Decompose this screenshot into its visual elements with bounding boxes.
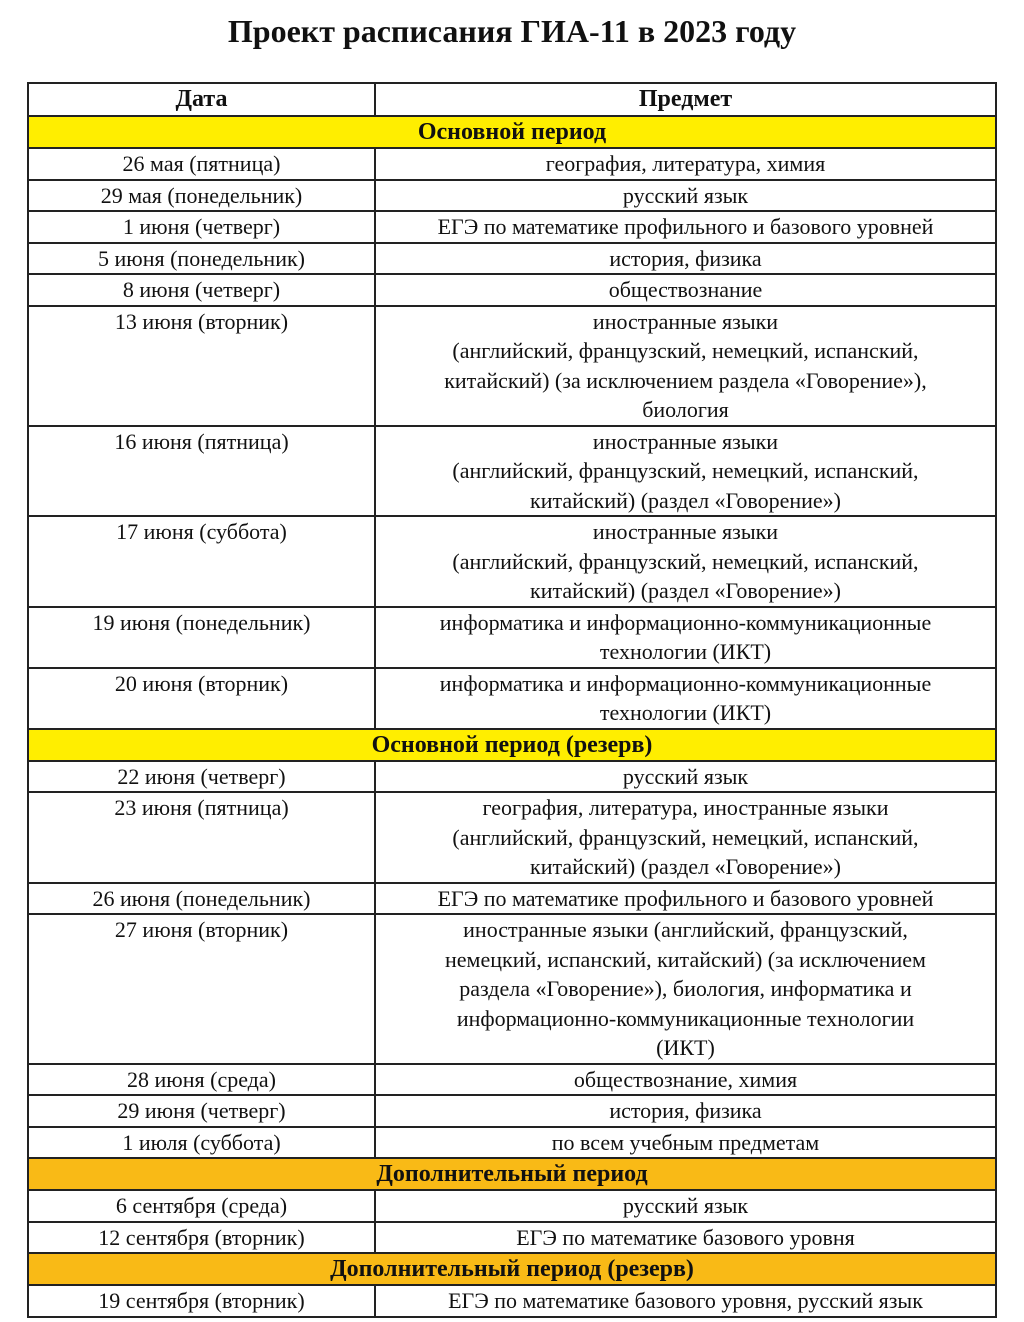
date-cell: 22 июня (четверг) <box>28 761 375 793</box>
date-cell: 16 июня (пятница) <box>28 426 375 517</box>
date-cell: 29 июня (четверг) <box>28 1095 375 1127</box>
date-cell: 29 мая (понедельник) <box>28 180 375 212</box>
section-heading: Основной период <box>28 116 996 148</box>
date-cell: 13 июня (вторник) <box>28 306 375 426</box>
table-header-row <box>28 83 996 116</box>
subject-cell: история, физика <box>375 1095 996 1127</box>
schedule-table <box>27 82 997 1318</box>
table-row <box>28 1127 996 1159</box>
section-heading-row <box>28 116 996 148</box>
subject-cell: география, литература, химия <box>375 148 996 180</box>
subject-cell: ЕГЭ по математике базового уровня, русский язык <box>375 1285 996 1317</box>
section-heading-row <box>28 729 996 761</box>
date-cell: 17 июня (суббота) <box>28 516 375 607</box>
subject-cell: география, литература, иностранные языки (английский, французский, немецкий, испанский, китайский) (раздел «Говорение») <box>375 792 996 883</box>
table-row <box>28 243 996 275</box>
table-row <box>28 792 996 883</box>
subject-cell: русский язык <box>375 761 996 793</box>
section-heading-row <box>28 1158 996 1190</box>
subject-cell: по всем учебным предметам <box>375 1127 996 1159</box>
subject-cell: иностранные языки (английский, французский, немецкий, испанский, китайский) (раздел «Говорение») <box>375 516 996 607</box>
date-cell: 5 июня (понедельник) <box>28 243 375 275</box>
table-row <box>28 668 996 729</box>
section-heading-row <box>28 1253 996 1285</box>
table-row <box>28 148 996 180</box>
subject-cell: обществознание, химия <box>375 1064 996 1096</box>
table-row <box>28 607 996 668</box>
section-heading: Основной период (резерв) <box>28 729 996 761</box>
table-row <box>28 426 996 517</box>
table-row <box>28 1222 996 1254</box>
table-row <box>28 761 996 793</box>
date-cell: 1 июня (четверг) <box>28 211 375 243</box>
subject-cell: обществознание <box>375 274 996 306</box>
subject-cell: иностранные языки (английский, французский, немецкий, испанский, китайский) (за исключением раздела «Говорение»), биология <box>375 306 996 426</box>
date-cell: 1 июля (суббота) <box>28 1127 375 1159</box>
table-row <box>28 211 996 243</box>
table-row <box>28 274 996 306</box>
subject-column-header: Предмет <box>375 83 996 116</box>
subject-cell: иностранные языки (английский, французский, немецкий, испанский, китайский) (за исключением раздела «Говорение»), биология, информатика и информационно-коммуникационные технологии (ИКТ) <box>375 914 996 1064</box>
date-cell: 19 сентября (вторник) <box>28 1285 375 1317</box>
subject-cell: русский язык <box>375 1190 996 1222</box>
date-cell: 23 июня (пятница) <box>28 792 375 883</box>
date-cell: 26 июня (понедельник) <box>28 883 375 915</box>
document-title: Проект расписания ГИА-11 в 2023 году <box>227 13 797 49</box>
subject-cell: информатика и информационно-коммуникационные технологии (ИКТ) <box>375 668 996 729</box>
table-row <box>28 306 996 426</box>
date-cell: 27 июня (вторник) <box>28 914 375 1064</box>
date-column-header: Дата <box>28 83 375 116</box>
table-row <box>28 180 996 212</box>
date-cell: 12 сентября (вторник) <box>28 1222 375 1254</box>
subject-cell: ЕГЭ по математике базового уровня <box>375 1222 996 1254</box>
date-cell: 20 июня (вторник) <box>28 668 375 729</box>
date-cell: 26 мая (пятница) <box>28 148 375 180</box>
date-cell: 8 июня (четверг) <box>28 274 375 306</box>
date-cell: 28 июня (среда) <box>28 1064 375 1096</box>
section-heading: Дополнительный период (резерв) <box>28 1253 996 1285</box>
subject-cell: информатика и информационно-коммуникационные технологии (ИКТ) <box>375 607 996 668</box>
table-row <box>28 1190 996 1222</box>
subject-cell: русский язык <box>375 180 996 212</box>
date-cell: 6 сентября (среда) <box>28 1190 375 1222</box>
table-row <box>28 516 996 607</box>
table-row <box>28 883 996 915</box>
table-row <box>28 1095 996 1127</box>
section-heading: Дополнительный период <box>28 1158 996 1190</box>
subject-cell: иностранные языки (английский, французский, немецкий, испанский, китайский) (раздел «Говорение») <box>375 426 996 517</box>
table-row <box>28 1064 996 1096</box>
date-cell: 19 июня (понедельник) <box>28 607 375 668</box>
table-row <box>28 1285 996 1317</box>
table-row <box>28 914 996 1064</box>
subject-cell: ЕГЭ по математике профильного и базового уровней <box>375 883 996 915</box>
subject-cell: ЕГЭ по математике профильного и базового уровней <box>375 211 996 243</box>
subject-cell: история, физика <box>375 243 996 275</box>
